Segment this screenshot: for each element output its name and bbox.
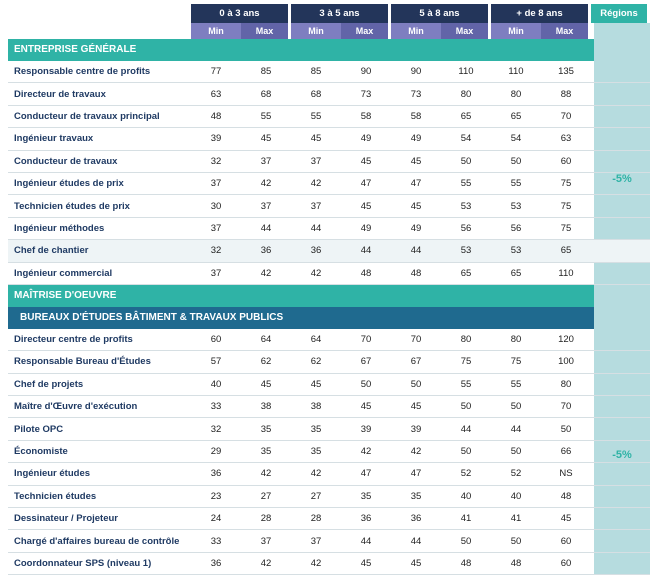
row-value: 80: [510, 88, 522, 100]
row-value: 55: [510, 178, 522, 190]
row-value: 32: [210, 245, 222, 257]
row-value: 45: [410, 401, 422, 413]
row-value: 42: [260, 178, 272, 190]
table-row: [8, 396, 650, 418]
row-value: 39: [360, 423, 372, 435]
row-value: 80: [510, 334, 522, 346]
row-value: 38: [310, 401, 322, 413]
row-value: 75: [560, 222, 572, 234]
row-value: 50: [460, 401, 472, 413]
row-value: 23: [210, 490, 222, 502]
header-max: Max: [541, 23, 591, 39]
row-label: Ingénieur méthodes: [14, 222, 105, 234]
row-value: 63: [210, 88, 222, 100]
row-value: 44: [260, 222, 272, 234]
row-value: 35: [310, 446, 322, 458]
row-value: 37: [210, 178, 222, 190]
row-value: 55: [510, 378, 522, 390]
table-row: [8, 418, 650, 440]
row-value: 56: [460, 222, 472, 234]
row-value: 44: [360, 535, 372, 547]
row-label: Ingénieur travaux: [14, 133, 94, 145]
row-value: 68: [260, 88, 272, 100]
table-row: [8, 128, 650, 150]
row-value: 54: [510, 133, 522, 145]
row-value: 53: [510, 200, 522, 212]
header-min: Min: [491, 23, 541, 39]
row-value: 38: [260, 401, 272, 413]
row-value: 65: [510, 267, 522, 279]
row-value: 77: [210, 66, 222, 78]
row-value: 58: [410, 110, 422, 122]
row-value: 53: [460, 200, 472, 212]
row-value: 28: [260, 513, 272, 525]
bureaux-rows: [8, 329, 650, 575]
row-value: 35: [260, 423, 272, 435]
row-value: 65: [460, 267, 472, 279]
row-value: 30: [210, 200, 222, 212]
row-value: 40: [510, 490, 522, 502]
header-max: Max: [341, 23, 391, 39]
row-value: 44: [310, 222, 322, 234]
row-value: 49: [360, 133, 372, 145]
row-value: 52: [460, 468, 472, 480]
row-value: 41: [510, 513, 522, 525]
row-value: 50: [460, 155, 472, 167]
row-value: 44: [410, 245, 422, 257]
row-label: Maître d'Œuvre d'exécution: [14, 401, 138, 413]
row-value: NS: [559, 468, 573, 480]
row-value: 24: [210, 513, 222, 525]
row-label: Conducteur de travaux principal: [14, 110, 160, 122]
row-value: 37: [310, 155, 322, 167]
row-value: 110: [508, 66, 524, 78]
row-value: 45: [260, 378, 272, 390]
row-value: 90: [410, 66, 422, 78]
row-label: Ingénieur études de prix: [14, 178, 124, 190]
row-value: 44: [460, 423, 472, 435]
row-value: 40: [210, 378, 222, 390]
row-label: Chef de chantier: [14, 245, 89, 257]
table-row: [8, 218, 650, 240]
row-value: 37: [310, 535, 322, 547]
row-value: 80: [460, 88, 472, 100]
row-value: 65: [510, 110, 522, 122]
row-value: 70: [360, 334, 372, 346]
row-value: 36: [210, 468, 222, 480]
table-row: [8, 351, 650, 373]
row-value: 53: [460, 245, 472, 257]
row-value: 44: [360, 245, 372, 257]
row-value: 41: [460, 513, 472, 525]
header-max: Max: [441, 23, 491, 39]
row-value: 37: [210, 267, 222, 279]
row-label: Ingénieur commercial: [14, 267, 113, 279]
table-row: [8, 263, 650, 285]
row-value: 49: [360, 222, 372, 234]
row-value: 50: [510, 446, 522, 458]
row-value: 27: [260, 490, 272, 502]
row-value: 58: [360, 110, 372, 122]
row-value: 37: [260, 200, 272, 212]
row-value: 75: [460, 356, 472, 368]
table-row: [8, 173, 650, 195]
row-value: 28: [310, 513, 322, 525]
table-row: [8, 486, 650, 508]
row-value: 45: [360, 155, 372, 167]
row-value: 50: [560, 423, 572, 435]
row-value: 36: [360, 513, 372, 525]
table-row: [8, 530, 650, 552]
row-value: 50: [460, 446, 472, 458]
row-value: 45: [310, 378, 322, 390]
row-value: 52: [510, 468, 522, 480]
row-label: Économiste: [14, 446, 68, 458]
row-value: 33: [210, 401, 222, 413]
header-group-0-3: 0 à 3 ans: [191, 4, 291, 23]
header-max: Max: [241, 23, 291, 39]
row-value: 39: [410, 423, 422, 435]
row-value: 44: [410, 535, 422, 547]
table-row: [8, 374, 650, 396]
row-value: 73: [410, 88, 422, 100]
row-value: 45: [360, 558, 372, 569]
row-value: 45: [360, 200, 372, 212]
header-group-5-8: 5 à 8 ans: [391, 4, 491, 23]
header-spacer: [8, 4, 191, 23]
row-value: 56: [510, 222, 522, 234]
row-value: 68: [310, 88, 322, 100]
row-value: 60: [560, 155, 572, 167]
row-value: 33: [210, 535, 222, 547]
row-value: 50: [410, 378, 422, 390]
row-value: 75: [560, 178, 572, 190]
row-label: Dessinateur / Projeteur: [14, 513, 119, 525]
row-value: 48: [410, 267, 422, 279]
row-value: 27: [310, 490, 322, 502]
row-value: 66: [560, 446, 572, 458]
row-label: Directeur de travaux: [14, 88, 106, 100]
section-bureaux-etudes: BUREAUX D'ÉTUDES BÂTIMENT & TRAVAUX PUBLICS: [8, 307, 594, 329]
row-value: 60: [560, 558, 572, 569]
row-value: 67: [360, 356, 372, 368]
row-value: 42: [410, 446, 422, 458]
row-value: 55: [310, 110, 322, 122]
row-value: 90: [360, 66, 372, 78]
row-value: 65: [460, 110, 472, 122]
row-value: 35: [360, 490, 372, 502]
table-row: [8, 463, 650, 485]
row-value: 53: [510, 245, 522, 257]
row-label: Responsable centre de profits: [14, 66, 151, 78]
row-value: 42: [260, 468, 272, 480]
row-label: Ingénieur études: [14, 468, 91, 480]
row-value: 47: [410, 468, 422, 480]
row-value: 36: [310, 245, 322, 257]
row-value: 48: [460, 558, 472, 569]
table-row: [8, 151, 650, 173]
table-row: [8, 441, 650, 463]
row-value: 48: [560, 490, 572, 502]
row-value: 80: [460, 334, 472, 346]
row-value: 48: [210, 110, 222, 122]
row-value: 32: [210, 423, 222, 435]
row-value: 36: [410, 513, 422, 525]
row-value: 110: [458, 66, 474, 78]
table-row: [8, 240, 650, 262]
section-maitrise-oeuvre: MAÎTRISE D'OEUVRE: [8, 285, 594, 307]
header-min: Min: [391, 23, 441, 39]
regions-value-entreprise: -5%: [612, 173, 632, 185]
row-value: 45: [560, 513, 572, 525]
row-value: 120: [558, 334, 574, 346]
row-value: 73: [360, 88, 372, 100]
row-value: 42: [310, 468, 322, 480]
row-value: 47: [360, 468, 372, 480]
row-value: 85: [310, 66, 322, 78]
row-value: 37: [260, 155, 272, 167]
row-value: 64: [310, 334, 322, 346]
row-value: 35: [310, 423, 322, 435]
row-label: Coordonnateur SPS (niveau 1): [14, 558, 152, 569]
row-value: 62: [310, 356, 322, 368]
entreprise-rows: [8, 61, 650, 285]
row-value: 35: [410, 490, 422, 502]
row-value: 75: [510, 356, 522, 368]
row-value: 42: [310, 267, 322, 279]
row-label: Pilote OPC: [14, 423, 64, 435]
row-value: 75: [560, 200, 572, 212]
table-row: [8, 61, 650, 83]
header-regions: Régions: [591, 4, 647, 23]
row-value: 50: [510, 155, 522, 167]
row-value: 42: [310, 178, 322, 190]
row-value: 50: [460, 535, 472, 547]
row-value: 42: [310, 558, 322, 569]
row-value: 47: [360, 178, 372, 190]
row-value: 44: [510, 423, 522, 435]
row-value: 32: [210, 155, 222, 167]
row-label: Technicien études de prix: [14, 200, 130, 212]
row-value: 40: [460, 490, 472, 502]
row-value: 36: [260, 245, 272, 257]
row-label: Conducteur de travaux: [14, 155, 118, 167]
header-group-8-plus: + de 8 ans: [491, 4, 591, 23]
row-value: 67: [410, 356, 422, 368]
table-row: [8, 83, 650, 105]
row-value: 55: [260, 110, 272, 122]
row-value: 60: [560, 535, 572, 547]
row-value: 50: [360, 378, 372, 390]
row-value: 54: [460, 133, 472, 145]
row-label: Chef de projets: [14, 378, 84, 390]
header-group-3-5: 3 à 5 ans: [291, 4, 391, 23]
salary-table: [8, 4, 650, 575]
row-value: 135: [558, 66, 574, 78]
row-value: 88: [560, 88, 572, 100]
row-value: 50: [510, 401, 522, 413]
row-value: 37: [260, 535, 272, 547]
table-row: [8, 553, 650, 575]
row-value: 110: [558, 267, 574, 279]
table-row: [8, 195, 650, 217]
row-label: Directeur centre de profits: [14, 334, 133, 346]
header-groups-row: [8, 4, 650, 23]
row-value: 64: [260, 334, 272, 346]
row-value: 45: [410, 558, 422, 569]
row-value: 62: [260, 356, 272, 368]
row-label: Responsable Bureau d'Études: [14, 356, 151, 368]
row-label: Chargé d'affaires bureau de contrôle: [14, 535, 180, 547]
row-value: 37: [310, 200, 322, 212]
row-value: 63: [560, 133, 572, 145]
row-value: 47: [410, 178, 422, 190]
row-value: 45: [360, 401, 372, 413]
row-value: 49: [410, 222, 422, 234]
row-value: 80: [560, 378, 572, 390]
row-value: 57: [210, 356, 222, 368]
row-value: 55: [460, 378, 472, 390]
table-row: [8, 508, 650, 530]
row-value: 65: [560, 245, 572, 257]
row-value: 45: [260, 133, 272, 145]
header-min: Min: [191, 23, 241, 39]
row-value: 42: [260, 267, 272, 279]
row-value: 100: [558, 356, 574, 368]
row-value: 37: [210, 222, 222, 234]
row-value: 48: [360, 267, 372, 279]
row-label: Technicien études: [14, 490, 97, 502]
row-value: 85: [260, 66, 272, 78]
row-value: 35: [260, 446, 272, 458]
row-value: 48: [510, 558, 522, 569]
row-value: 60: [210, 334, 222, 346]
row-value: 39: [210, 133, 222, 145]
row-value: 49: [410, 133, 422, 145]
row-value: 70: [560, 110, 572, 122]
row-value: 36: [210, 558, 222, 569]
regions-value-maitrise: -5%: [612, 449, 632, 461]
row-value: 50: [510, 535, 522, 547]
row-value: 45: [410, 155, 422, 167]
row-value: 42: [360, 446, 372, 458]
section-entreprise-generale: ENTREPRISE GÉNÉRALE: [8, 39, 594, 61]
row-value: 29: [210, 446, 222, 458]
table-row: [8, 329, 650, 351]
row-value: 70: [410, 334, 422, 346]
row-value: 45: [410, 200, 422, 212]
header-min: Min: [291, 23, 341, 39]
row-value: 45: [310, 133, 322, 145]
header-spacer-2: [8, 23, 191, 39]
row-value: 70: [560, 401, 572, 413]
row-value: 55: [460, 178, 472, 190]
row-value: 42: [260, 558, 272, 569]
table-row: [8, 106, 650, 128]
header-minmax-row: [8, 23, 650, 39]
